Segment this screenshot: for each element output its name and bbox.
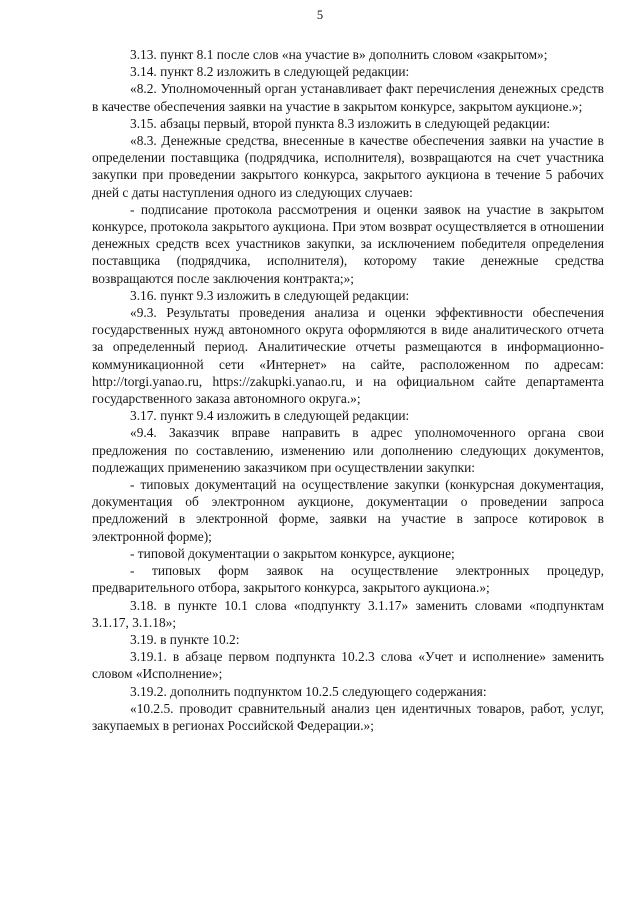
paragraph: 3.19.1. в абзаце первом подпункта 10.2.3 слова «Учет и исполнение» заменить словом «Исполнение»; [92, 649, 604, 682]
paragraph: 3.16. пункт 9.3 изложить в следующей редакции: [130, 287, 410, 303]
document-body [92, 46, 604, 734]
page-number: 5 [316, 8, 324, 22]
paragraph: 3.17. пункт 9.4 изложить в следующей редакции: [130, 408, 410, 424]
paragraph: 3.19.2. дополнить подпунктом 10.2.5 следующего содержания: [130, 683, 487, 699]
paragraph: 3.18. в пункте 10.1 слова «подпункту 3.1.17» заменить словами «подпунктам 3.1.17, 3.1.18»; [92, 597, 604, 630]
paragraph: 3.19. в пункте 10.2: [130, 631, 240, 647]
paragraph: 3.13. пункт 8.1 после слов «на участие в» дополнить словом «закрытом»; [130, 47, 548, 62]
paragraph: «10.2.5. проводит сравнительный анализ цен идентичных товаров, работ, услуг, закупаемых в регионах Российской Федерации.»; [92, 700, 604, 733]
paragraph: «8.3. Денежные средства, внесенные в качестве обеспечения заявки на участие в определении поставщика (подрядчика, исполнителя), возвращаются на счет участника закупки при проведении закрытого конкурса, закрытого аукциона в течение 5 рабочих дней с даты наступления одного из следующих случаев: [92, 133, 604, 200]
paragraph: «9.3. Результаты проведения анализа и оценки эффективности обеспечения государственных нужд автономного округа оформляются в виде аналитического отчета за определенный период. Аналитические отчеты размещаются в информационно-коммуникационной сети «Интернет» на сайте, расположенном по адресам: http://torgi.yanao.ru, https://zakupki.yanao.ru, и на официальном сайте департамента государственного заказа автономного округа.»; [92, 305, 604, 407]
paragraph: - типовой документации о закрытом конкурсе, аукционе; [130, 545, 455, 561]
paragraph: 3.15. абзацы первый, второй пункта 8.3 изложить в следующей редакции: [130, 115, 551, 131]
paragraph: «8.2. Уполномоченный орган устанавливает факт перечисления денежных средств в качестве обеспечения заявки на участие в закрытом конкурсе, закрытом аукционе.»; [92, 81, 604, 114]
paragraph: - типовых документаций на осуществление закупки (конкурсная документация, документация об электронном аукционе, документации о проведении запроса предложений в электронной форме, заявки на участие в запросе котировок в электронной форме); [92, 477, 604, 544]
paragraph: «9.4. Заказчик вправе направить в адрес уполномоченного органа свои предложения по составлению, изменению или дополнению следующих документов, подлежащих применению заказчиком при осуществлении закупки: [92, 425, 604, 475]
paragraph: 3.14. пункт 8.2 изложить в следующей редакции: [130, 64, 410, 80]
paragraph: - подписание протокола рассмотрения и оценки заявок на участие в закрытом конкурсе, протокола закрытого аукциона. При этом возврат осуществляется в отношении денежных средств всех участников закупки, за исключением победителя определения поставщика (подрядчика, исполнителя), которому такие денежные средства возвращаются после заключения контракта;»; [92, 201, 604, 286]
paragraph: - типовых форм заявок на осуществление электронных процедур, предварительного отбора, закрытого конкурса, закрытого аукциона.»; [92, 563, 604, 596]
